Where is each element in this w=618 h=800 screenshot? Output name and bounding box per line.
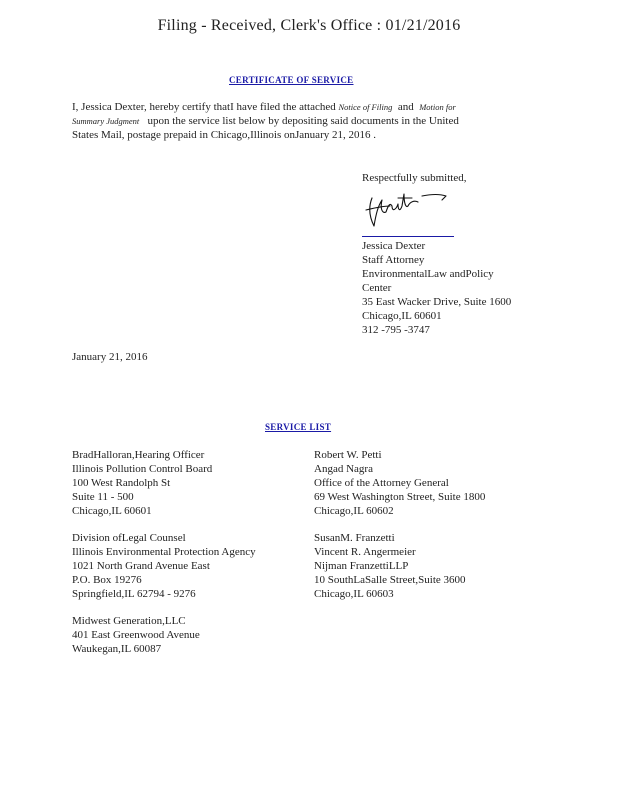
signer-name: Jessica Dexter <box>362 240 426 252</box>
service-entry-line: P.O. Box 19276 <box>72 574 142 586</box>
document-date: January 21, 2016 <box>72 351 148 363</box>
service-entry-line: SusanM. Franzetti <box>314 532 395 544</box>
service-entry-line: Springfield,IL 62794 - 9276 <box>72 588 196 600</box>
service-entry-line: Chicago,IL 60602 <box>314 505 394 517</box>
summary-judgment-ref: Summary Judgment <box>72 116 140 126</box>
service-entry-line: 10 SouthLaSalle Street,Suite 3600 <box>314 574 466 586</box>
service-entry-line: Illinois Pollution Control Board <box>72 463 213 475</box>
service-entry-line: Illinois Environmental Protection Agency <box>72 546 256 558</box>
signer-org-2: Center <box>362 282 392 294</box>
service-entry-line: Chicago,IL 60601 <box>72 505 152 517</box>
signature-block <box>362 239 511 337</box>
service-entry-line: Waukegan,IL 60087 <box>72 643 162 655</box>
service-entry-line: Division ofLegal Counsel <box>72 532 186 544</box>
service-entry-line: Suite 11 - 500 <box>72 491 134 503</box>
service-entry <box>72 614 200 656</box>
certificate-line-2-text: upon the service list below by depositing said documents in the United <box>147 115 459 127</box>
service-entry <box>314 448 485 518</box>
closing-text: Respectfully submitted, <box>362 172 467 184</box>
service-entry-line: Angad Nagra <box>314 463 373 475</box>
service-entry-line: Office of the Attorney General <box>314 477 449 489</box>
service-entry <box>314 531 466 601</box>
service-entry-line: 401 East Greenwood Avenue <box>72 629 200 641</box>
certificate-line-1-text: I, Jessica Dexter, hereby certify thatI have filed the attached <box>72 101 336 113</box>
and-text: and <box>397 101 414 113</box>
signer-title: Staff Attorney <box>362 254 425 266</box>
certificate-line-2 <box>72 114 459 128</box>
service-entry <box>72 531 256 601</box>
service-list-title: SERVICE LIST <box>265 422 332 432</box>
service-entry-line: BradHalloran,Hearing Officer <box>72 449 205 461</box>
service-entry-line: Chicago,IL 60603 <box>314 588 394 600</box>
signature-line <box>362 236 454 237</box>
certificate-line-3: States Mail, postage prepaid in Chicago,Illinois onJanuary 21, 2016 . <box>72 129 376 141</box>
notice-of-filing-ref: Notice of Filing <box>338 102 393 112</box>
service-entry <box>72 448 212 518</box>
certificate-line-1 <box>72 100 456 114</box>
signer-org-1: EnvironmentalLaw andPolicy <box>362 268 494 280</box>
signer-address: 35 East Wacker Drive, Suite 1600 <box>362 296 512 308</box>
filing-header: Filing - Received, Clerk's Office : 01/21/2016 <box>157 17 461 34</box>
motion-ref: Motion for <box>419 102 456 112</box>
signer-phone: 312 -795 -3747 <box>362 324 430 336</box>
service-entry-line: 100 West Randolph St <box>72 477 171 489</box>
service-entry-line: Nijman FranzettiLLP <box>314 560 409 572</box>
handwritten-signature <box>362 184 457 239</box>
certificate-title: CERTIFICATE OF SERVICE <box>229 75 354 85</box>
service-entry-line: 69 West Washington Street, Suite 1800 <box>314 491 486 503</box>
service-entry-line: Midwest Generation,LLC <box>72 615 186 627</box>
service-entry-line: Vincent R. Angermeier <box>314 546 416 558</box>
service-entry-line: Robert W. Petti <box>314 449 382 461</box>
service-entry-line: 1021 North Grand Avenue East <box>72 560 210 572</box>
signer-city: Chicago,IL 60601 <box>362 310 442 322</box>
